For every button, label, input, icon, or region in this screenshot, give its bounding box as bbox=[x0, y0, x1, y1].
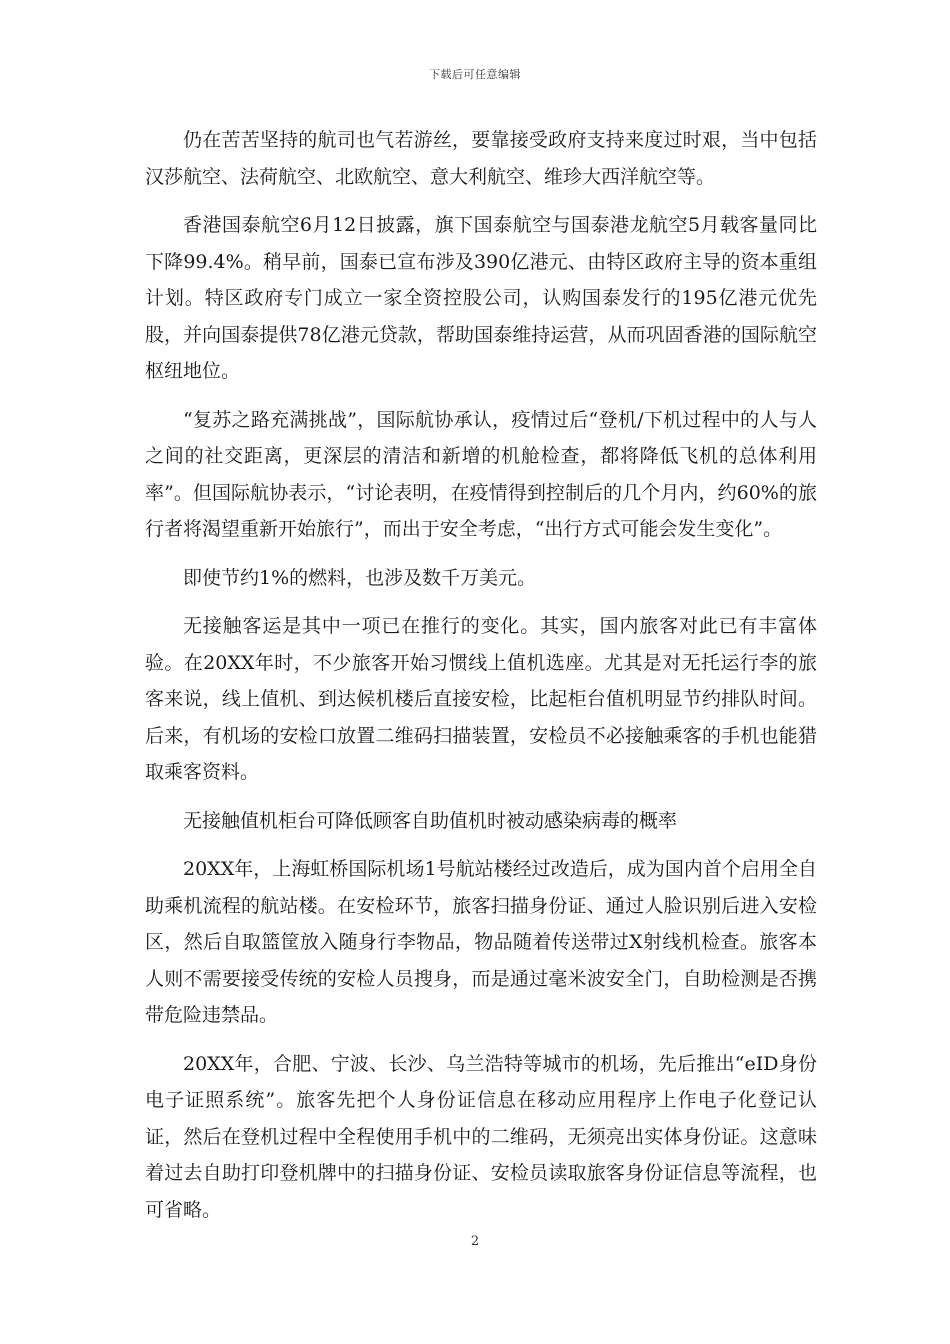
page-number: 2 bbox=[470, 1234, 480, 1249]
paragraph-4: 即使节约1%的燃料，也涉及数千万美元。 bbox=[183, 566, 537, 589]
paragraph-1: 仍在苦苦坚持的航司也气若游丝，要靠接受政府支持来度过时艰，当中包括汉莎航空、法荷航空、北欧航空、意大利航空、维珍大西洋航空等。 bbox=[145, 129, 817, 188]
paragraph-5: 无接触客运是其中一项已在推行的变化。其实，国内旅客对此已有丰富体验。在20XX年时，不少旅客开始习惯线上值机选座。尤其是对无托运行李的旅客来说，线上值机、到达候机楼后直接安检，比起柜台值机明显节约排队时间。后来，有机场的安检口放置二维码扫描装置，安检员不必接触乘客的手机也能猎取乘客资料。 bbox=[145, 615, 817, 783]
paragraph-6: 无接触值机柜台可降低顾客自助值机时被动感染病毒的概率 bbox=[183, 809, 678, 832]
document-body bbox=[145, 122, 817, 1240]
paragraph-7: 20XX年，上海虹桥国际机场1号航站楼经过改造后，成为国内首个启用全自助乘机流程的航站楼。在安检环节，旅客扫描身份证、通过人脸识别后进入安检区，然后自取篮筐放入随身行李物品，物品随着传送带过X射线机检查。旅客本人则不需要接受传统的安检人员搜身，而是通过毫米波安全门，自助检测是否携带危险违禁品。 bbox=[145, 858, 817, 1026]
paragraph-3: “复苏之路充满挑战”，国际航协承认，疫情过后“登机/下机过程中的人与人之间的社交距离，更深层的清洁和新增的机舱检查，都将降低飞机的总体利用率”。但国际航协表示，“讨论表明，在疫情得到控制后的几个月内，约60%的旅行者将渴望重新开始旅行”，而出于安全考虑，“出行方式可能会发生变化”。 bbox=[145, 408, 817, 540]
paragraph-8: 20XX年，合肥、宁波、长沙、乌兰浩特等城市的机场，先后推出“eID身份电子证照系统”。旅客先把个人身份证信息在移动应用程序上作电子化登记认证，然后在登机过程中全程使用手机中的二维码，无须亮出实体身份证。这意味着过去自助打印登机牌中的扫描身份证、安检员读取旅客身份证信息等流程，也可省略。 bbox=[145, 1052, 817, 1221]
page-header: 下载后可任意编辑 bbox=[429, 68, 521, 81]
paragraph-2: 香港国泰航空6月12日披露，旗下国泰航空与国泰港龙航空5月载客量同比下降99.4%。稍早前，国泰已宣布涉及390亿港元、由特区政府主导的资本重组计划。特区政府专门成立一家全资控股公司，认购国泰发行的195亿港元优先股，并向国泰提供78亿港元贷款，帮助国泰维持运营，从而巩固香港的国际航空枢纽地位。 bbox=[145, 214, 817, 382]
